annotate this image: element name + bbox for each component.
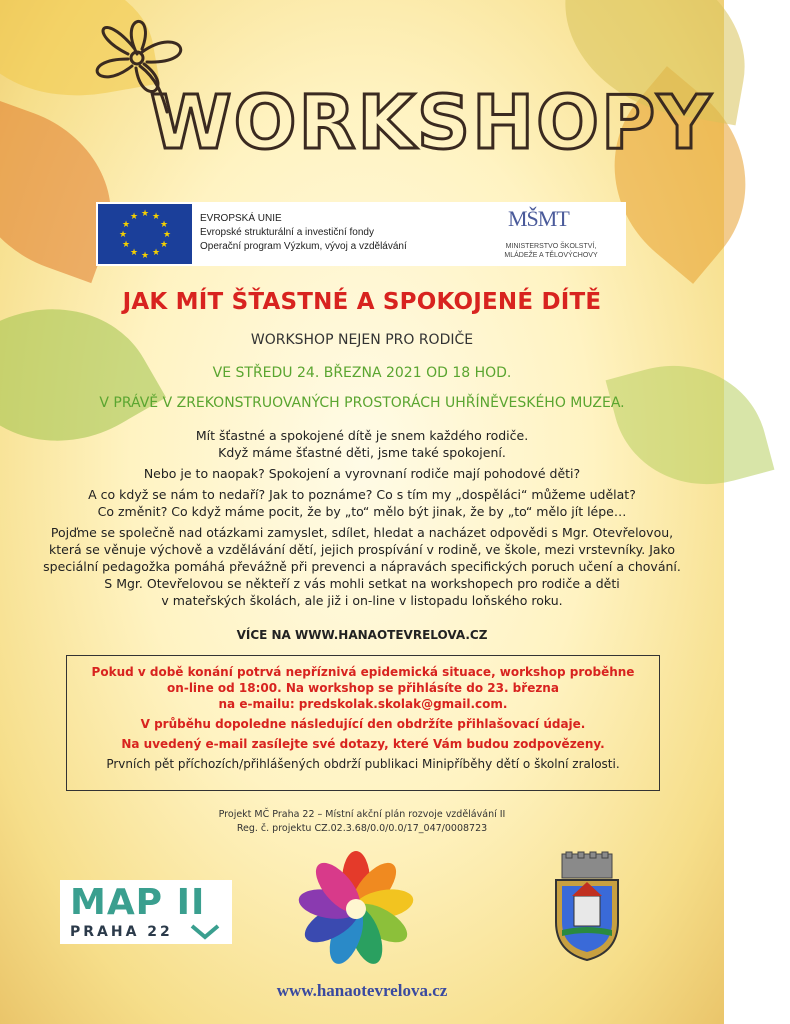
- svg-text:★: ★: [162, 230, 172, 240]
- intro-line: Když máme šťastné děti, jsme také spokojení.: [218, 445, 506, 460]
- main-heading: JAK MÍT ŠŤASTNÉ A SPOKOJENÉ DÍTĚ: [122, 289, 602, 315]
- eu-text: [200, 212, 407, 254]
- eu-flag-icon: [98, 204, 192, 264]
- svg-text:★: ★: [151, 248, 161, 258]
- chevron-down-icon: [190, 924, 220, 940]
- intro-line: S Mgr. Otevřelovou se někteří z vás mohli setkat na workshopech pro rodiče a děti: [104, 576, 620, 591]
- intro-line: Co změnit? Co když máme pocit, že by „to“ mělo být jinak, že by „to“ mělo jít lépe…: [97, 504, 627, 519]
- notice-email[interactable]: na e-mailu: predskolak.skolak@gmail.com.: [218, 697, 508, 711]
- intro-line: A co když se nám to nedaří? Jak to poznáme? Co s tím my „dospěláci“ můžeme udělat?: [88, 487, 636, 502]
- title-text: WORKSHOPY: [150, 80, 713, 166]
- svg-text:★: ★: [151, 212, 161, 222]
- title-workshopy: [150, 78, 713, 168]
- project-info: [0, 808, 724, 836]
- svg-text:★: ★: [118, 230, 128, 240]
- msmt-mark: MŠMT: [508, 206, 569, 231]
- msmt-line-1: MINISTERSTVO ŠKOLSTVÍ,: [505, 243, 597, 250]
- svg-text:★: ★: [121, 220, 131, 230]
- svg-text:★: ★: [159, 240, 169, 250]
- notice-line: on-line od 18:00. Na workshop se přihlásíte do 23. března: [167, 681, 559, 695]
- notice-line: Pokud v době konání potrvá nepříznivá epidemická situace, workshop proběhne: [91, 665, 635, 679]
- notice-box: [66, 655, 660, 791]
- svg-text:★: ★: [129, 212, 139, 222]
- intro-line: v mateřských školách, ale již i on-line v listopadu loňského roku.: [161, 593, 563, 608]
- notice-line: V průběhu dopoledne následující den obdržíte přihlašovací údaje.: [140, 717, 586, 731]
- notice-line: Prvních pět příchozích/přihlášených obdrží publikaci Minipříběhy dětí o školní zralosti.: [106, 757, 620, 771]
- intro-text: [0, 427, 724, 609]
- project-line-1: Projekt MČ Praha 22 – Místní akční plán rozvoje vzdělávání II: [218, 809, 506, 820]
- footer-website-link[interactable]: www.hanaotevrelova.cz: [276, 981, 448, 1000]
- map-logo-sub: PRAHA 22: [70, 924, 173, 940]
- eu-line-2: Evropské strukturální a investiční fondy: [200, 227, 374, 238]
- project-line-2: Reg. č. projektu CZ.02.3.68/0.0/0.0/17_047/0008723: [236, 823, 488, 834]
- intro-line: Mít šťastné a spokojené dítě je snem každého rodiče.: [195, 428, 529, 443]
- eu-funding-banner: [96, 202, 626, 266]
- date-line: VE STŘEDU 24. BŘEZNA 2021 OD 18 HOD.: [212, 365, 512, 381]
- svg-text:★: ★: [129, 248, 139, 258]
- intro-line: která se věnuje výchově a vzdělávání dětí, jejich prospívání v rodině, ve škole, mezi vrstevníky. Jako: [49, 542, 675, 557]
- svg-text:★: ★: [159, 220, 169, 230]
- svg-text:★: ★: [140, 209, 150, 219]
- msmt-logo: [476, 206, 626, 262]
- intro-line: speciální pedagožka pomáhá převážně při prevenci a nápravách specifických poruch učení a chování.: [43, 559, 681, 574]
- map-ii-logo: [60, 880, 232, 944]
- eu-line-1: EVROPSKÁ UNIE: [200, 213, 282, 224]
- notice-line: Na uvedený e-mail zasílejte své dotazy, které Vám budou zodpovězeny.: [121, 737, 605, 751]
- svg-text:★: ★: [121, 240, 131, 250]
- svg-text:★: ★: [140, 251, 150, 261]
- intro-line: Nebo je to naopak? Spokojení a vyrovnaní rodiče mají pohodové děti?: [143, 466, 581, 481]
- place-line: V PRÁVĚ V ZREKONSTRUOVANÝCH PROSTORÁCH UHŘÍNĚVESKÉHO MUZEA.: [99, 395, 625, 411]
- coat-of-arms-icon: [552, 852, 622, 962]
- eu-line-3: Operační program Výzkum, vývoj a vzdělávání: [200, 241, 407, 252]
- msmt-text: [476, 242, 626, 260]
- colorful-flower-logo: [295, 848, 417, 970]
- intro-line: Pojďme se společně nad otázkami zamyslet, sdílet, hledat a nacházet odpovědi s Mgr. Otevřelovou,: [50, 525, 674, 540]
- sub-heading: WORKSHOP NEJEN PRO RODIČE: [250, 332, 474, 348]
- map-logo-main: MAP II: [70, 882, 206, 923]
- msmt-line-2: MLÁDEŽE A TĚLOVÝCHOVY: [504, 252, 598, 259]
- more-info-link[interactable]: VÍCE NA WWW.HANAOTEVRELOVA.CZ: [236, 628, 488, 642]
